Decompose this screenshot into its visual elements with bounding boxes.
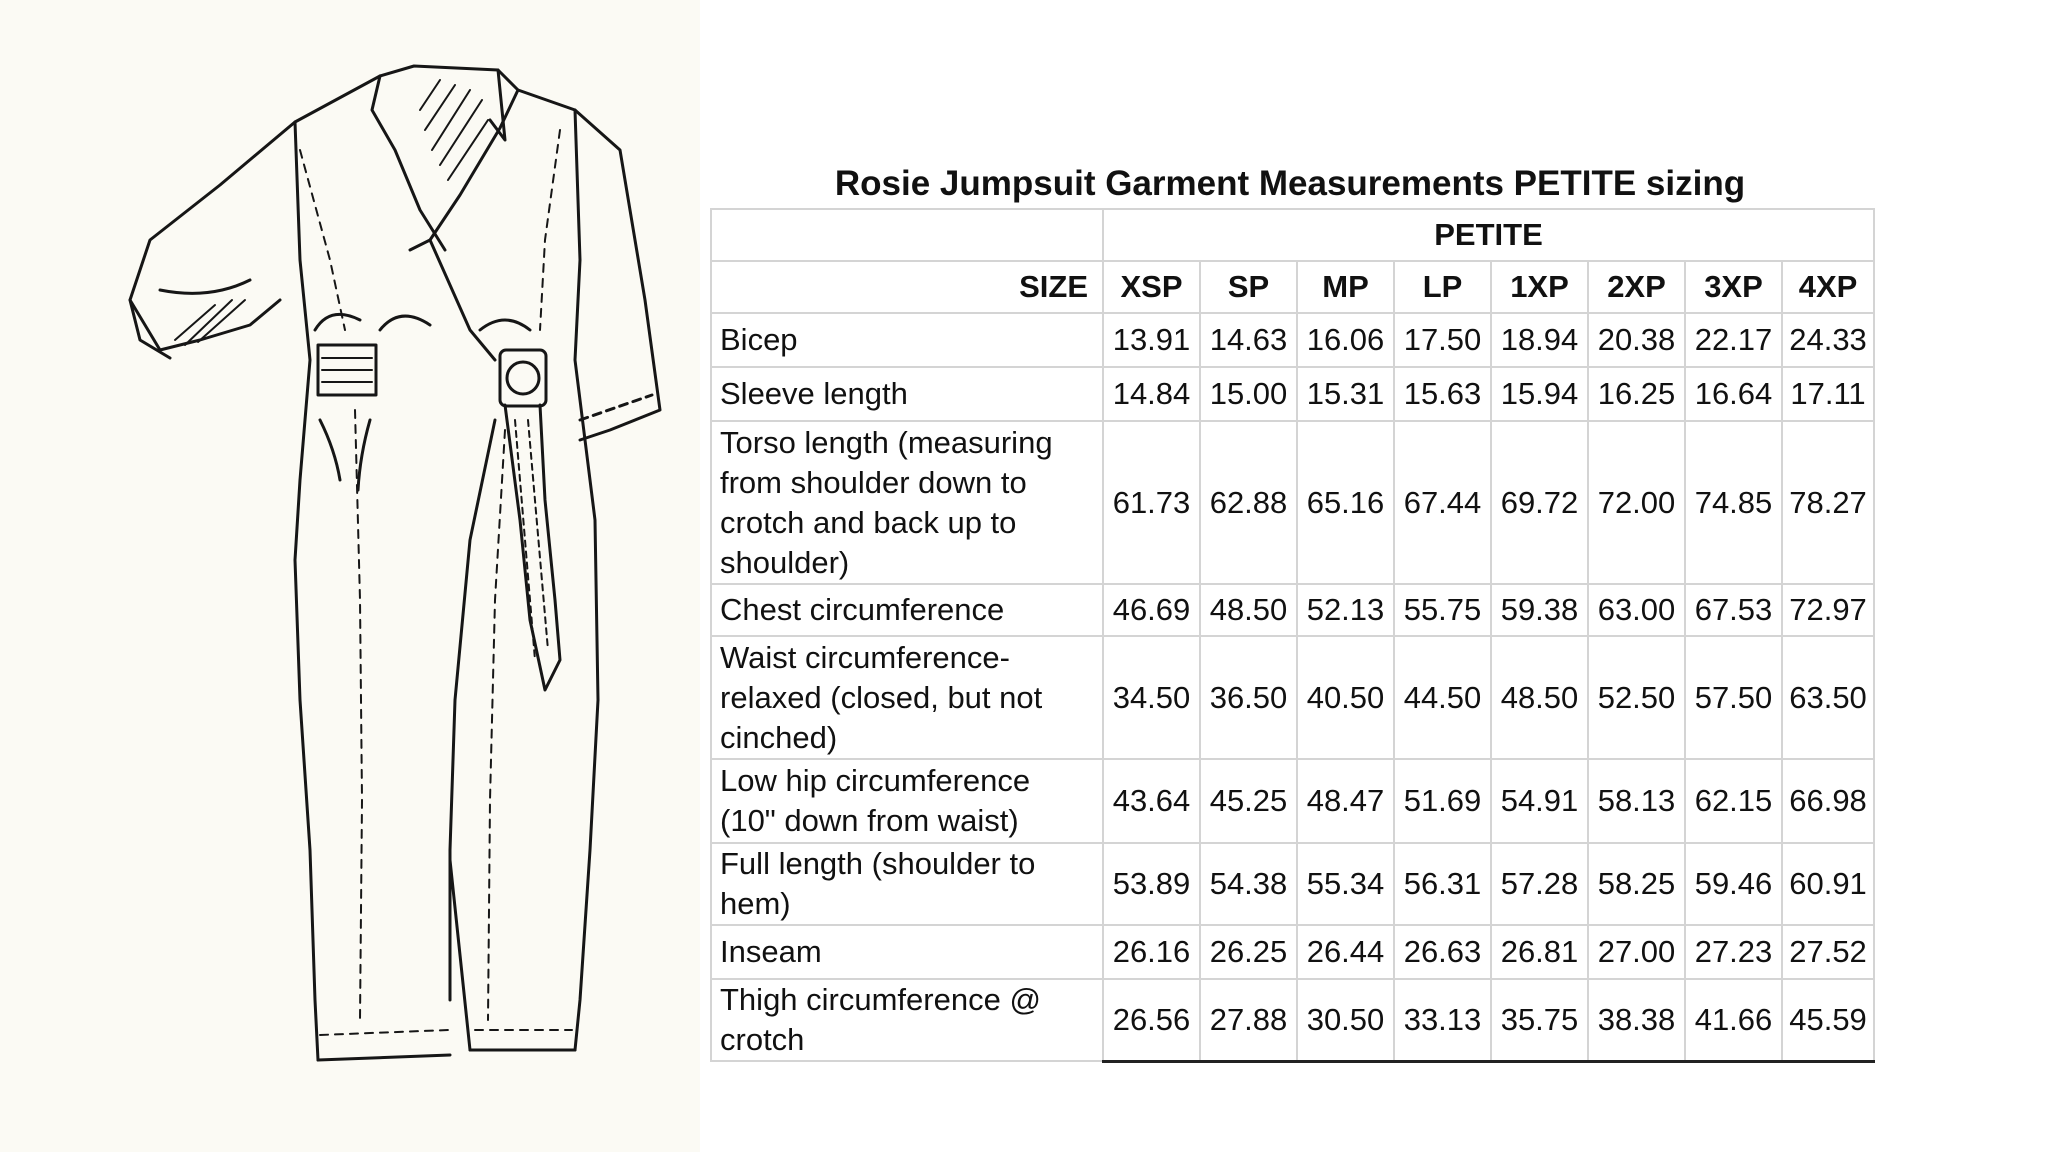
row-label-bicep: Bicep <box>711 313 1103 367</box>
table-cell: 58.13 <box>1588 759 1685 843</box>
table-cell: 48.47 <box>1297 759 1394 843</box>
table-row <box>711 421 1874 584</box>
size-header-sp: SP <box>1200 261 1297 313</box>
table-cell: 54.38 <box>1200 843 1297 925</box>
table-cell: 44.50 <box>1394 636 1491 759</box>
petite-group-header: PETITE <box>1103 209 1874 261</box>
size-header-3xp: 3XP <box>1685 261 1782 313</box>
table-cell: 26.63 <box>1394 925 1491 979</box>
table-cell: 48.50 <box>1491 636 1588 759</box>
table-cell: 78.27 <box>1782 421 1874 584</box>
table-row <box>711 584 1874 636</box>
table-cell: 35.75 <box>1491 979 1588 1061</box>
table-cell: 27.23 <box>1685 925 1782 979</box>
table-cell: 27.52 <box>1782 925 1874 979</box>
table-cell: 14.84 <box>1103 367 1200 421</box>
row-label-thigh-circumference: Thigh circumference @ crotch <box>711 979 1103 1061</box>
table-cell: 74.85 <box>1685 421 1782 584</box>
row-label-full-length: Full length (shoulder to hem) <box>711 843 1103 925</box>
size-header-4xp: 4XP <box>1782 261 1874 313</box>
table-cell: 52.50 <box>1588 636 1685 759</box>
group-header-row <box>711 209 1874 261</box>
table-cell: 27.00 <box>1588 925 1685 979</box>
size-header-lp: LP <box>1394 261 1491 313</box>
table-cell: 40.50 <box>1297 636 1394 759</box>
table-cell: 13.91 <box>1103 313 1200 367</box>
garment-sketch-panel <box>0 0 700 1152</box>
table-cell: 26.25 <box>1200 925 1297 979</box>
left-leg-outline <box>318 1055 450 1060</box>
table-cell: 34.50 <box>1103 636 1200 759</box>
table-cell: 69.72 <box>1491 421 1588 584</box>
table-cell: 15.00 <box>1200 367 1297 421</box>
size-header-row <box>711 261 1874 313</box>
table-row <box>711 925 1874 979</box>
table-cell: 54.91 <box>1491 759 1588 843</box>
table-cell: 67.44 <box>1394 421 1491 584</box>
table-cell: 22.17 <box>1685 313 1782 367</box>
table-cell: 57.50 <box>1685 636 1782 759</box>
belt-tie <box>505 405 560 690</box>
table-cell: 14.63 <box>1200 313 1297 367</box>
table-cell: 57.28 <box>1491 843 1588 925</box>
table-cell: 36.50 <box>1200 636 1297 759</box>
table-cell: 52.13 <box>1297 584 1394 636</box>
jumpsuit-sketch-illustration <box>0 0 700 1152</box>
table-row <box>711 636 1874 759</box>
table-cell: 59.38 <box>1491 584 1588 636</box>
table-cell: 55.34 <box>1297 843 1394 925</box>
table-row <box>711 313 1874 367</box>
table-cell: 55.75 <box>1394 584 1491 636</box>
row-label-inseam: Inseam <box>711 925 1103 979</box>
table-row <box>711 843 1874 925</box>
table-cell: 45.59 <box>1782 979 1874 1061</box>
table-cell: 63.50 <box>1782 636 1874 759</box>
size-header-2xp: 2XP <box>1588 261 1685 313</box>
row-label-chest-circumference: Chest circumference <box>711 584 1103 636</box>
table-cell: 62.88 <box>1200 421 1297 584</box>
table-cell: 26.44 <box>1297 925 1394 979</box>
size-label: SIZE <box>711 261 1103 313</box>
table-cell: 66.98 <box>1782 759 1874 843</box>
left-sleeve-outline <box>130 76 380 350</box>
table-cell: 16.64 <box>1685 367 1782 421</box>
table-cell: 58.25 <box>1588 843 1685 925</box>
size-header-xsp: XSP <box>1103 261 1200 313</box>
table-cell: 18.94 <box>1491 313 1588 367</box>
body-left-outline <box>295 122 318 1060</box>
table-cell: 41.66 <box>1685 979 1782 1061</box>
table-cell: 61.73 <box>1103 421 1200 584</box>
table-cell: 67.53 <box>1685 584 1782 636</box>
table-cell: 46.69 <box>1103 584 1200 636</box>
table-cell: 26.16 <box>1103 925 1200 979</box>
table-cell: 72.97 <box>1782 584 1874 636</box>
measurement-table <box>710 208 1875 1063</box>
table-cell: 17.11 <box>1782 367 1874 421</box>
table-cell: 53.89 <box>1103 843 1200 925</box>
table-cell: 26.81 <box>1491 925 1588 979</box>
table-cell: 33.13 <box>1394 979 1491 1061</box>
right-sleeve-outline <box>518 90 660 440</box>
table-cell: 15.63 <box>1394 367 1491 421</box>
table-cell: 30.50 <box>1297 979 1394 1061</box>
table-cell: 43.64 <box>1103 759 1200 843</box>
table-cell: 65.16 <box>1297 421 1394 584</box>
table-cell: 60.91 <box>1782 843 1874 925</box>
table-title: Rosie Jumpsuit Garment Measurements PETITE sizing <box>834 164 1746 203</box>
table-cell: 59.46 <box>1685 843 1782 925</box>
table-cell: 45.25 <box>1200 759 1297 843</box>
row-label-sleeve-length: Sleeve length <box>711 367 1103 421</box>
table-cell: 26.56 <box>1103 979 1200 1061</box>
table-cell: 27.88 <box>1200 979 1297 1061</box>
size-header-mp: MP <box>1297 261 1394 313</box>
table-row <box>711 367 1874 421</box>
table-cell: 51.69 <box>1394 759 1491 843</box>
table-cell: 72.00 <box>1588 421 1685 584</box>
table-cell: 24.33 <box>1782 313 1874 367</box>
table-cell: 17.50 <box>1394 313 1491 367</box>
row-label-low-hip-circumference: Low hip circumference (10" down from waist) <box>711 759 1103 843</box>
table-cell: 63.00 <box>1588 584 1685 636</box>
body-right-outline <box>575 110 598 1050</box>
table-cell: 62.15 <box>1685 759 1782 843</box>
table-cell: 16.25 <box>1588 367 1685 421</box>
table-cell: 48.50 <box>1200 584 1297 636</box>
table-cell: 38.38 <box>1588 979 1685 1061</box>
table-cell: 16.06 <box>1297 313 1394 367</box>
table-row <box>711 979 1874 1061</box>
table-cell: 56.31 <box>1394 843 1491 925</box>
table-cell: 15.31 <box>1297 367 1394 421</box>
table-row <box>711 759 1874 843</box>
table-cell: 20.38 <box>1588 313 1685 367</box>
size-header-1xp: 1XP <box>1491 261 1588 313</box>
table-cell: 15.94 <box>1491 367 1588 421</box>
row-label-torso-length: Torso length (measuring from shoulder down to crotch and back up to shoulder) <box>711 421 1103 584</box>
row-label-waist-circumference: Waist circumference-relaxed (closed, but not cinched) <box>711 636 1103 759</box>
corner-cell <box>711 209 1103 261</box>
